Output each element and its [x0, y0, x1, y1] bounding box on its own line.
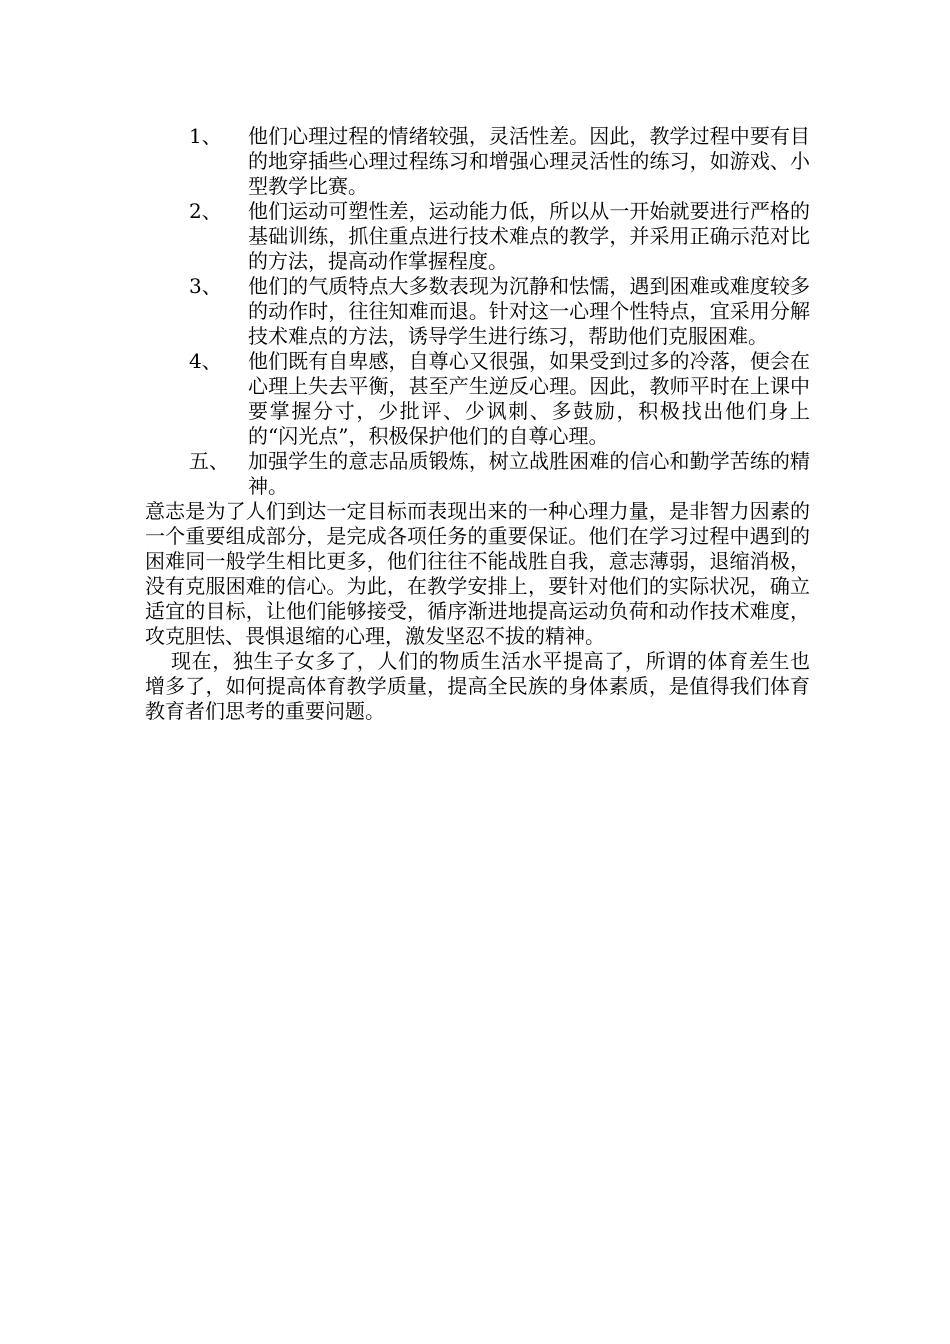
list-marker: 3、: [189, 274, 222, 298]
document-body: [145, 124, 810, 724]
list-item-text: 他们运动可塑性差，运动能力低，所以从一开始就要进行严格的基础训练，抓住重点进行技术难点的教学，并采用正确示范对比的方法，提高动作掌握程度。: [248, 199, 810, 273]
section-heading-text: 加强学生的意志品质锻炼，树立战胜困难的信心和勤学苦练的精神。: [248, 449, 810, 498]
list-item-text: 他们既有自卑感，自尊心又很强，如果受到过多的冷落，便会在心理上失去平衡，甚至产生逆反心理。因此，教师平时在上课中要掌握分寸，少批评、少讽刺、多鼓励，积极找出他们身上的“闪光点”，积极保护他们的自尊心理。: [248, 349, 810, 448]
list-item-text: 他们心理过程的情绪较强，灵活性差。因此，教学过程中要有目的地穿插些心理过程练习和增强心理灵活性的练习，如游戏、小型教学比赛。: [248, 124, 810, 198]
section-heading-five: [145, 449, 810, 499]
list-marker: 1、: [189, 124, 222, 148]
list-item-1: [145, 124, 810, 199]
list-item-4: [145, 349, 810, 449]
section-marker: 五、: [189, 449, 229, 473]
body-paragraph-conclusion: 现在，独生子女多了，人们的物质生活水平提高了，所谓的体育差生也增多了，如何提高体育教学质量，提高全民族的身体素质，是值得我们体育教育者们思考的重要问题。: [145, 649, 810, 723]
list-item-2: [145, 199, 810, 274]
list-marker: 4、: [189, 349, 222, 373]
list-marker: 2、: [189, 199, 222, 223]
list-item-text: 他们的气质特点大多数表现为沉静和怯懦，遇到困难或难度较多的动作时，往往知难而退。针对这一心理个性特点，宜采用分解技术难点的方法，诱导学生进行练习，帮助他们克服困难。: [248, 274, 810, 348]
list-item-3: [145, 274, 810, 349]
body-paragraph-willpower: 意志是为了人们到达一定目标而表现出来的一种心理力量，是非智力因素的一个重要组成部分，是完成各项任务的重要保证。他们在学习过程中遇到的困难同一般学生相比更多，他们往往不能战胜自我，意志薄弱，退缩消极，没有克服困难的信心。为此，在教学安排上，要针对他们的实际状况，确立适宜的目标，让他们能够接受，循序渐进地提高运动负荷和动作技术难度，攻克胆怯、畏惧退缩的心理，激发坚忍不拔的精神。: [145, 499, 810, 648]
